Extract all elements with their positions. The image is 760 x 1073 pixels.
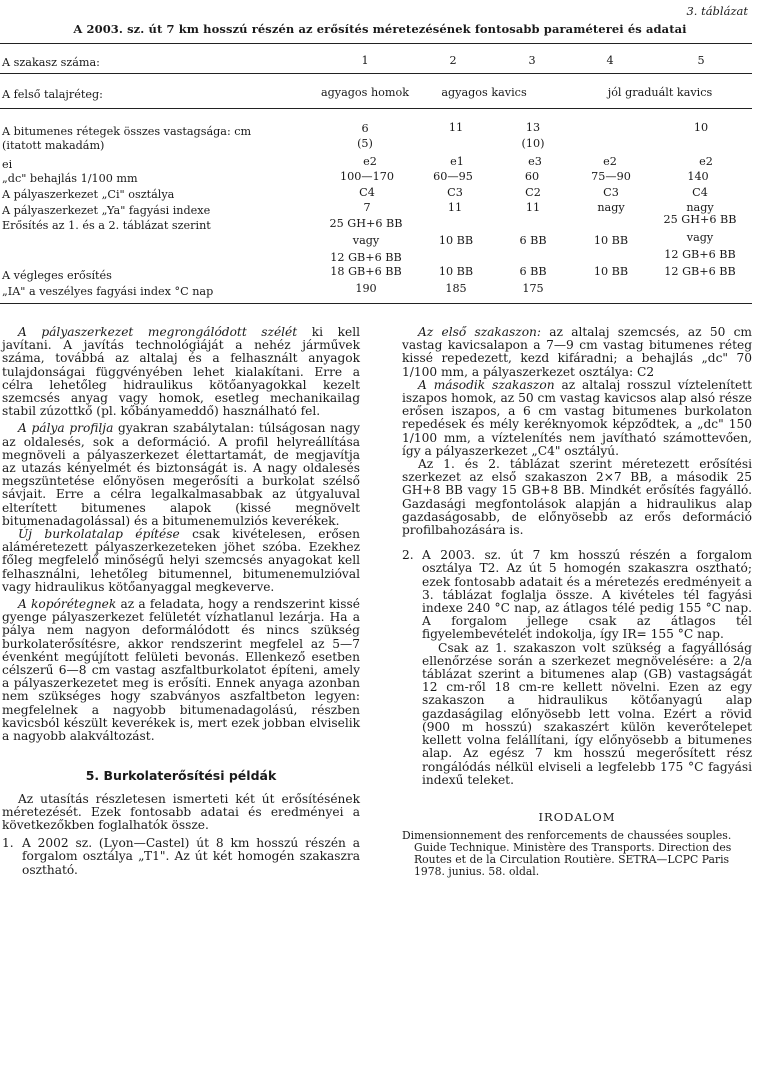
bitumen-value: 10 xyxy=(693,121,709,134)
final-value: 10 BB xyxy=(593,265,629,278)
paragraph: A kopórétegnek az a feladata, hogy a rendszerint kissé gyenge pályaszerkezet felületét vízhatlanul lezárja. Ha a pálya nem nagyon deformálódott és nincs szükség burkolaterősítésre, akkor rendszerint megfelel az 5—7 évenként megújított felületi bevonás. Ellenkező esetben célszerű 6—8 cm vastag aszfaltburkolatot építeni, amely a pályaszerkezetet meg is erősíti. Ennek anyaga azonban nem szükséges hogy szabványos aszfaltbeton legyen: megfelelnek a nagyobb bitumenadagolású, részben kavicsból készült keverékek is, mert ezek jobban elviselik a nagyobb alakváltozást. xyxy=(2,597,361,744)
reinforce-value: 25 GH+6 BB xyxy=(663,213,737,226)
e-value: e2 xyxy=(363,155,377,168)
deflection-value: 140 xyxy=(687,170,709,183)
paragraph: Az első szakaszon: az altalaj szemcsés, az 50 cm vastag kavicsalapon a 7—9 cm vastag bitumenes réteg kissé repedezett, kezd kifáradni; a behajlás „dc" 70 1/100 mm, a pályaszerkezet osztálya: C2 xyxy=(402,325,752,379)
paragraph: Új burkolatalap építése csak kivételesen, erősen aláméretezett pályaszerkezeteken jöhet szóba. Ezekhez főleg megfelelő minőségű helyi szemcsés anyagokat kell felhasználni, lehetőleg bitumennel, bitumenemulzióval vagy hidraulikus kötőanyaggal megkeverve. xyxy=(2,527,360,594)
table-bottom-rule xyxy=(0,303,752,304)
table-top-rule xyxy=(0,43,752,44)
section-heading: 5. Burkolaterősítési példák xyxy=(85,768,277,784)
reinforce-value: vagy xyxy=(686,231,714,244)
reinforce-value: 12 GB+6 BB xyxy=(330,251,402,264)
paragraph: A pálya profilja gyakran szabálytalan: túlságosan nagy az oldalesés, sok a deformáció. A profil helyreállítása megnöveli a pályaszerkezet élettartamát, de megjavítja az utazás kényelmét és biztonságát is. A nagy oldalesés megszüntetése előnyösen megerősíti a burkolat szélső sávjait. Erre a célra legalkalmasabbak az útgyaluval elterített bitumenes alapok (kissé megnövelt bitumenadagolással) és a bitumenemulziós keverékek. xyxy=(2,421,360,528)
class-value: C4 xyxy=(692,186,708,199)
e-value: e2 xyxy=(603,155,617,168)
e-value: e1 xyxy=(450,155,464,168)
frost-value: nagy xyxy=(686,201,714,214)
ia-value: 175 xyxy=(522,282,544,295)
row-label-bitumen: A bitumenes rétegek összes vastagsága: cm xyxy=(2,125,252,138)
final-value: 12 GB+6 BB xyxy=(664,265,736,278)
list-item: 2. A 2003. sz. út 7 km hosszú részén a forgalom osztálya T2. Az út 5 homogén szakaszra osztható; ezek fontosabb adatait és a méretezés eredményeit a 3. táblázat foglalja össze. A kivételes tél fagyási indexe 240 °C nap, az átlagos télé pedig 155 °C nap. A forgalom jellege csak az átlagos tél figyelembevételét indokolja, így IR= 155 °C nap. xyxy=(402,548,752,642)
paragraph: Csak az 1. szakaszon volt szükség a fagyállóság ellenőrzése során a szerkezet megnövelésére: a 2/a táblázat szerint a bitumenes alap (GB) vastagságát 12 cm-ről 18 cm-re kellett növelni. Ezen az egy szakaszon a hidraulikus kötőanyagú alap gazdaságilag előnyösebb lett volna. Ezért a rövid (900 m hosszú) szakaszért külön keverőtelepet kellett volna felállítani, így előnyösebb a bitumenes alap. Az egész 7 km hosszú megerősített rész rongálódás nélkül elviseli a legfelebb 175 °C fagyási indexű teleket. xyxy=(422,640,752,787)
row-label-class: A pályaszerkezet „Ci" osztálya xyxy=(2,188,175,201)
table-number: 3. táblázat xyxy=(686,4,748,18)
bitumen-paren-value: (10) xyxy=(521,137,545,150)
soil-value: jól graduált kavics xyxy=(607,86,713,99)
class-value: C3 xyxy=(447,186,463,199)
section-number: 4 xyxy=(606,54,614,67)
right-column xyxy=(402,326,752,878)
left-column xyxy=(2,326,360,877)
paragraph: Az 1. és 2. táblázat szerint méretezett erősítési szerkezet az első szakaszon 2×7 BB, a második 25 GH+8 BB vagy 15 GB+8 BB. Mindkét erősítés fagyálló. Gazdasági megfontolások alapján a hidraulikus alap gazdaságosabb, de előnyösebb az erős deformáció profilbahozására is. xyxy=(402,457,752,538)
final-value: 10 BB xyxy=(438,265,474,278)
row-label-final: A végleges erősítés xyxy=(2,269,112,282)
row-label-soil: A felső talajréteg: xyxy=(2,88,103,101)
frost-value: nagy xyxy=(597,201,625,214)
deflection-value: 75—90 xyxy=(591,170,631,183)
row-label-e: ei xyxy=(2,158,13,171)
soil-value: agyagos homok xyxy=(320,86,410,99)
paragraph: Az utasítás részletesen ismerteti két út erősítésének méretezését. Ezek fontosabb adatai és eredményei a következőkben foglalhatók össze. xyxy=(2,791,360,832)
paragraph: A második szakaszon az altalaj rosszul víztelenített iszapos homok, az 50 cm vastag kavicsos alap alsó része erősen iszapos, a 6 cm vastag bitumenes burkolaton repedések és mély keréknyomok képződtek, a „dc" 150 1/100 mm, a víztelenítés nem javítható számottevően, így a pályaszerkezet „C4" osztályú. xyxy=(402,377,752,458)
section-number: 1 xyxy=(361,54,369,67)
bitumen-paren-value: (5) xyxy=(357,137,373,150)
frost-value: 7 xyxy=(363,201,371,214)
row-label-deflection: „dc" behajlás 1/100 mm xyxy=(2,172,138,185)
e-value: e2 xyxy=(699,155,713,168)
row-label-bitumen-sub: (itatott makadám) xyxy=(2,139,105,152)
soil-value: agyagos kavics xyxy=(441,86,527,99)
frost-value: 11 xyxy=(447,201,463,214)
deflection-value: 100—170 xyxy=(340,170,394,183)
literature-heading: IRODALOM xyxy=(538,809,616,824)
section-number: 5 xyxy=(697,54,705,67)
final-value: 6 BB xyxy=(519,265,547,278)
class-value: C3 xyxy=(603,186,619,199)
bitumen-value: 13 xyxy=(525,121,541,134)
row-label-frost: A pályaszerkezet „Ya" fagyási indexe xyxy=(2,204,211,217)
reinforce-value: 12 GB+6 BB xyxy=(664,248,736,261)
reference-entry: Dimensionnement des renforcements de chaussées souples. Guide Technique. Ministère des Transports. Direction des Routes et de la Circulation Routière. SETRA—LCPC Paris 1978. junius. 58. oldal. xyxy=(402,829,732,879)
bitumen-value: 6 xyxy=(361,122,369,135)
reinforce-value: 10 BB xyxy=(438,234,474,247)
ia-value: 190 xyxy=(355,282,377,295)
deflection-value: 60 xyxy=(524,170,540,183)
reinforce-value: 25 GH+6 BB xyxy=(329,217,403,230)
section-number: 2 xyxy=(449,54,457,67)
table-rule-1 xyxy=(0,73,752,74)
section-number: 3 xyxy=(528,54,536,67)
paragraph: A pályaszerkezet megrongálódott szélét ki kell javítani. A javítás technológiáját a nehéz járművek száma, továbbá az altalaj és a felhasznált anyagok tulajdonságai függvényében lehet kialakítani. Erre a célra lehetőleg hidraulikus kötőanyagokkal kezelt szemcsés anyag vagy homok, esetleg mechanikailag stabil zúzottkő (pl. kőbányameddő) használható fel. xyxy=(2,325,360,419)
table-rule-2 xyxy=(0,108,752,109)
class-value: C2 xyxy=(525,186,541,199)
list-item: 1. A 2002 sz. (Lyon—Castel) út 8 km hosszú részén a forgalom osztálya „T1". Az út két homogén szakaszra osztható. xyxy=(2,836,360,877)
frost-value: 11 xyxy=(525,201,541,214)
deflection-value: 60—95 xyxy=(433,170,473,183)
reinforce-value: 6 BB xyxy=(519,234,547,247)
table-title: A 2003. sz. út 7 km hosszú részén az erősítés méretezésének fontosabb paraméterei és adatai xyxy=(73,22,687,36)
row-label-ia: „IA" a veszélyes fagyási index °C nap xyxy=(2,285,214,298)
final-value: 18 GB+6 BB xyxy=(330,265,402,278)
bitumen-value: 11 xyxy=(448,121,464,134)
e-value: e3 xyxy=(528,155,542,168)
reinforce-value: vagy xyxy=(352,234,380,247)
row-label-section: A szakasz száma: xyxy=(2,56,100,69)
reinforce-value: 10 BB xyxy=(593,234,629,247)
ia-value: 185 xyxy=(445,282,467,295)
row-label-reinforce: Erősítés az 1. és a 2. táblázat szerint xyxy=(2,219,211,232)
class-value: C4 xyxy=(359,186,375,199)
